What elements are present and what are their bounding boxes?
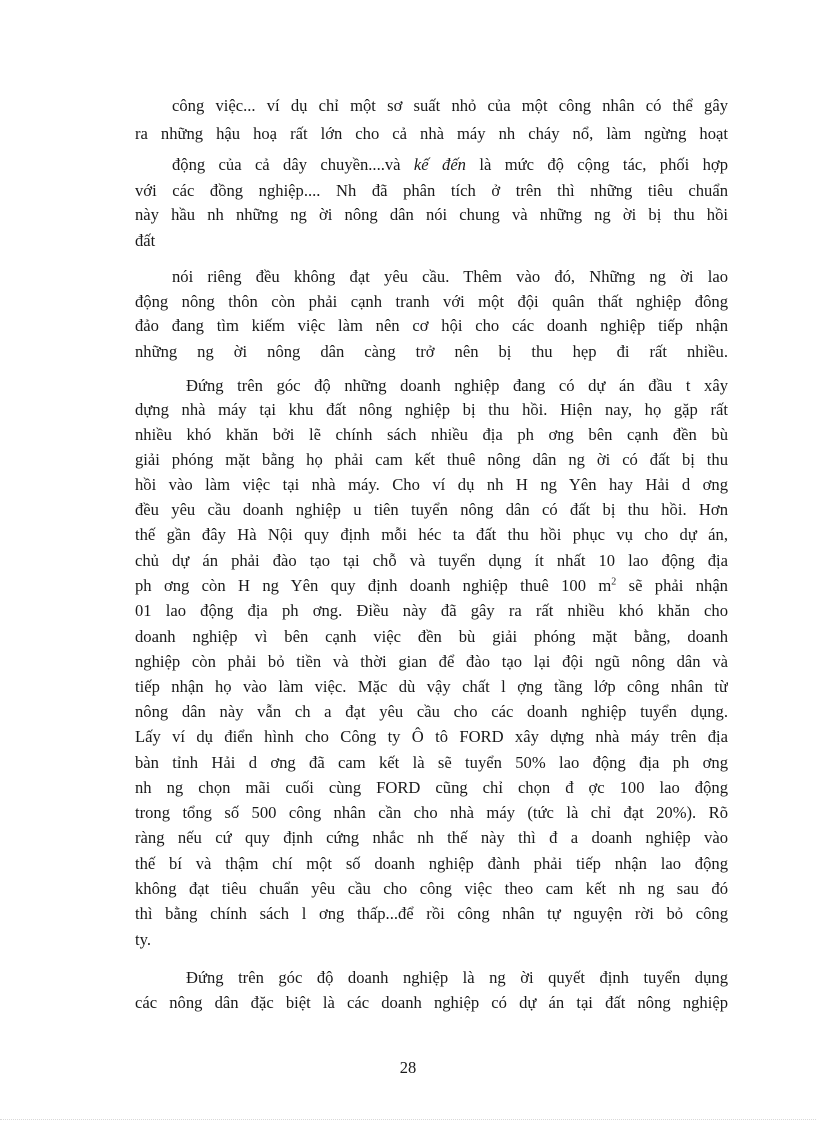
text-line: này hầu nh những ng ời nông dân nói chung và những ng ời bị thu hồi xyxy=(135,205,728,224)
page-bottom-divider xyxy=(0,1119,816,1120)
text-line: chủ dự án phải đào tạo tại chỗ và tuyển dụng ít nhất 10 lao động địa xyxy=(135,551,728,570)
text-line: ràng nếu cứ quy định cứng nhắc nh thế này thì đ a doanh nghiệp vào xyxy=(135,828,728,847)
text-line: đảo đang tìm kiếm việc làm nên cơ hội cho các doanh nghiệp tiếp nhận xyxy=(135,316,728,335)
text-line: hồi vào làm việc tại nhà máy. Cho ví dụ nh H ng Yên hay Hải d ơng xyxy=(135,475,728,494)
text-line: các nông dân đặc biệt là các doanh nghiệp có dự án tại đất nông nghiệp xyxy=(135,993,728,1012)
text-segment: động của cả dây chuyền....và xyxy=(172,155,401,174)
text-line xyxy=(172,154,728,176)
text-line: thế bí và thậm chí một số doanh nghiệp đành phải tiếp nhận lao động xyxy=(135,854,728,873)
text-segment: ph ơng còn H ng Yên quy định doanh nghiệp thuê 100 m xyxy=(135,576,612,595)
text-line: đất xyxy=(135,231,156,250)
text-segment: là mức độ cộng tác, phối hợp xyxy=(479,155,728,174)
text-segment: sẽ phải nhận xyxy=(628,576,728,595)
text-line: nông dân này vẫn ch a đạt yêu cầu cho các doanh nghiệp tuyển dụng. xyxy=(135,702,728,721)
emphasis-text: kế đến xyxy=(413,155,466,174)
text-line: Đứng trên góc độ doanh nghiệp là ng ời quyết định tuyển dụng xyxy=(186,968,728,987)
text-line: doanh nghiệp vì bên cạnh việc đền bù giải phóng mặt bằng, doanh xyxy=(135,627,728,646)
text-line xyxy=(135,575,728,597)
superscript: 2 xyxy=(611,576,617,588)
text-line: trong tổng số 500 công nhân cần cho nhà máy (tức là chỉ đạt 20%). Rõ xyxy=(135,803,728,822)
text-line: dựng nhà máy tại khu đất nông nghiệp bị thu hồi. Hiện nay, họ gặp rất xyxy=(135,400,728,419)
text-line: ra những hậu hoạ rất lớn cho cả nhà máy nh cháy nổ, làm ngừng hoạt xyxy=(135,124,728,143)
text-line: với các đồng nghiệp.... Nh đã phân tích ở trên thì những tiêu chuẩn xyxy=(135,181,728,200)
text-line: Đứng trên góc độ những doanh nghiệp đang có dự án đầu t xây xyxy=(186,376,728,395)
page-number: 28 xyxy=(399,1058,417,1077)
text-line: nh ng chọn mãi cuối cùng FORD cũng chỉ chọn đ ợc 100 lao động xyxy=(135,778,728,797)
text-line: tiếp nhận họ vào làm việc. Mặc dù vậy chất l ợng tầng lớp công nhân từ xyxy=(135,677,728,696)
text-line: thì bằng chính sách l ơng thấp...để rồi công nhân tự nguyện rời bỏ công xyxy=(135,904,728,923)
text-line: công việc... ví dụ chỉ một sơ suất nhỏ của một công nhân có thể gây xyxy=(172,96,728,115)
text-line: 01 lao động địa ph ơng. Điều này đã gây ra rất nhiều khó khăn cho xyxy=(135,601,728,620)
text-line: giải phóng mặt bằng họ phải cam kết thuê nông dân ng ời có đất bị thu xyxy=(135,450,728,469)
text-line: thế gần đây Hà Nội quy định mỗi héc ta đất thu hồi phục vụ cho dự án, xyxy=(135,525,728,544)
text-line: ty. xyxy=(135,930,151,949)
text-line: đều yêu cầu doanh nghiệp u tiên tuyển nông dân có đất bị thu hồi. Hơn xyxy=(135,500,728,519)
text-line: Lấy ví dụ điển hình cho Công ty Ô tô FORD xây dựng nhà máy trên địa xyxy=(135,727,728,746)
text-line: nghiệp còn phải bỏ tiền và thời gian để đào tạo lại đội ngũ nông dân và xyxy=(135,652,728,671)
text-line: những ng ời nông dân càng trở nên bị thu hẹp đi rất nhiều. xyxy=(135,342,728,361)
text-line: động nông thôn còn phải cạnh tranh với một đội quân thất nghiệp đông xyxy=(135,292,728,311)
text-line: không đạt tiêu chuẩn yêu cầu cho công việc theo cam kết nh ng sau đó xyxy=(135,879,728,898)
text-line: nhiều khó khăn bởi lẽ chính sách nhiều địa ph ơng bên cạnh đền bù xyxy=(135,425,728,444)
text-line: bàn tỉnh Hải d ơng đã cam kết là sẽ tuyển 50% lao động địa ph ơng xyxy=(135,753,728,772)
text-line: nói riêng đều không đạt yêu cầu. Thêm vào đó, Những ng ời lao xyxy=(172,267,728,286)
